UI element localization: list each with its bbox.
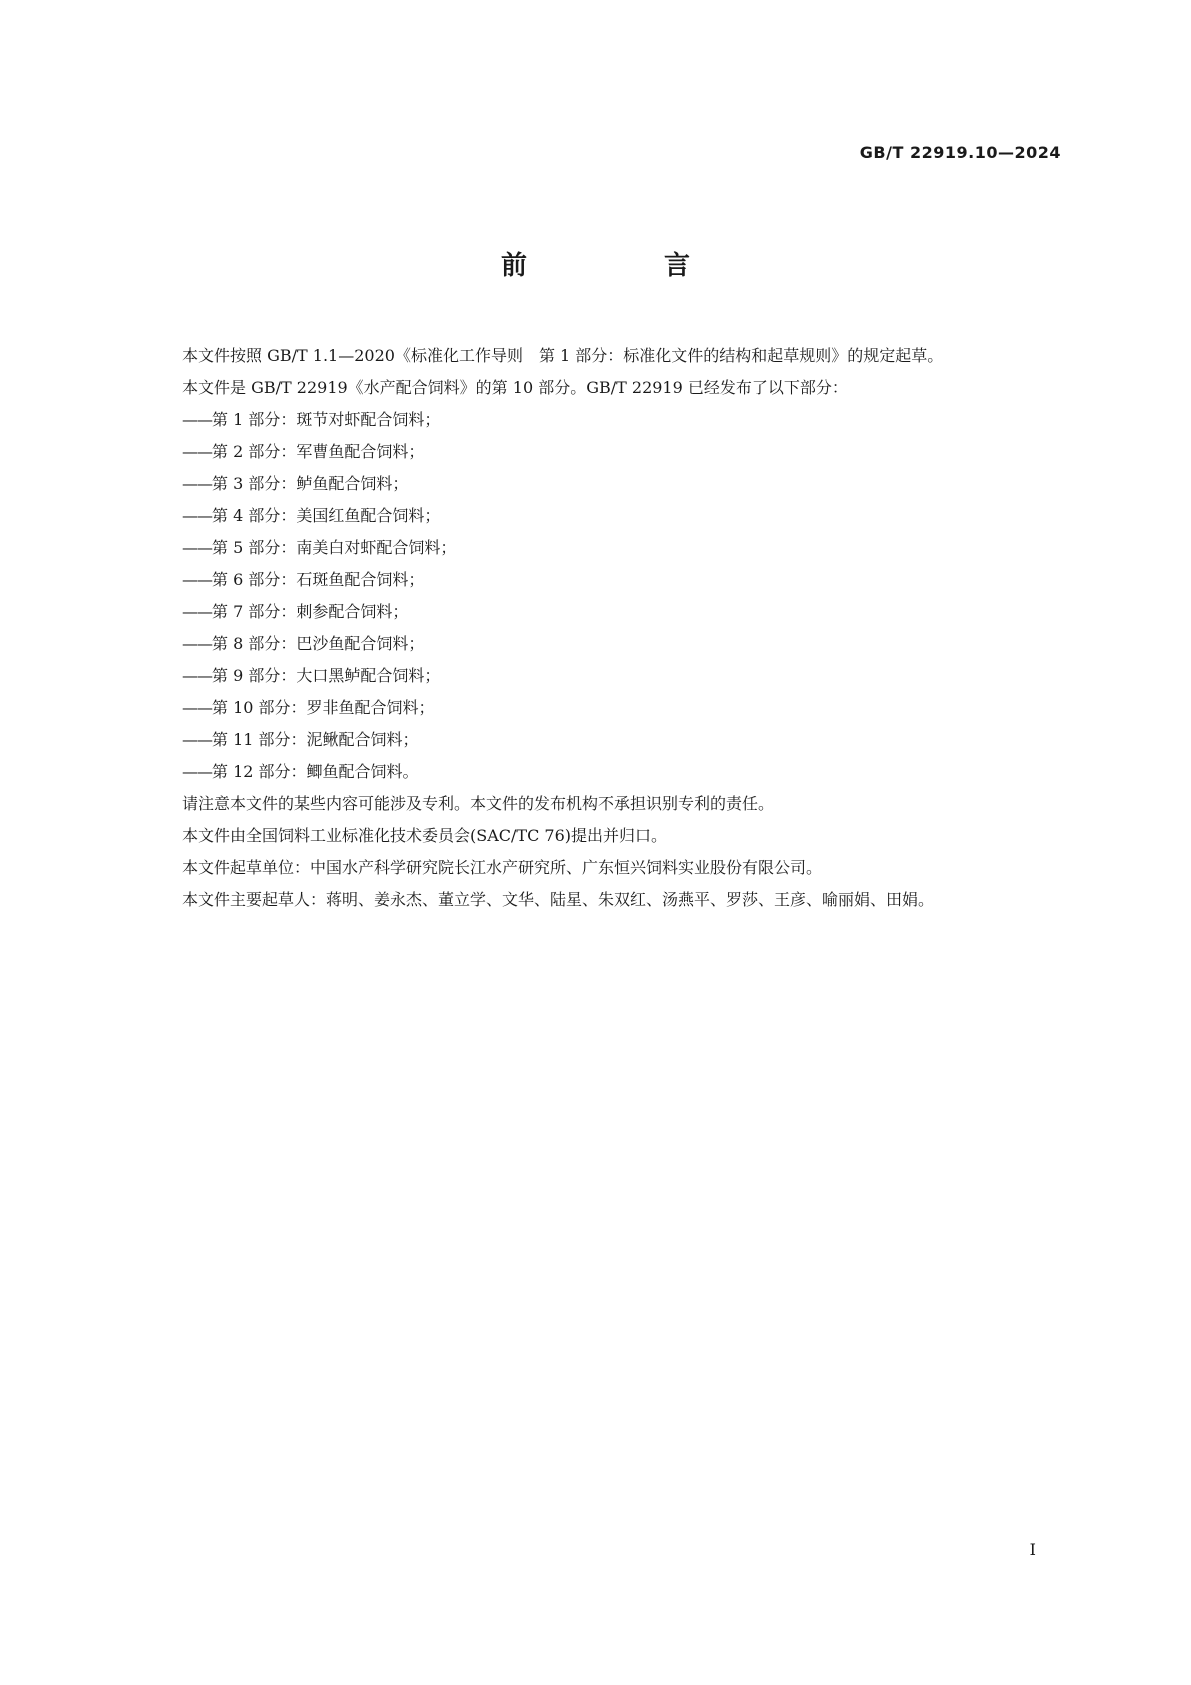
paragraph-drafters: 本文件主要起草人：蒋明、姜永杰、董立学、文华、陆星、朱双红、汤燕平、罗莎、王彦、喻丽娟、田娟。: [182, 890, 935, 909]
list-dash: ——: [182, 538, 212, 557]
list-dash: ——: [182, 602, 212, 621]
list-dash: ——: [182, 474, 212, 493]
list-item: [142, 660, 1062, 692]
list-dash: ——: [182, 666, 212, 685]
list-item-text: 第 11 部分：泥鳅配合饲料；: [212, 730, 419, 749]
list-dash: ——: [182, 410, 212, 429]
list-item: [142, 596, 1062, 628]
list-item-text: 第 5 部分：南美白对虾配合饲料；: [212, 538, 457, 557]
list-dash: ——: [182, 634, 212, 653]
list-item-text: 第 7 部分：刺参配合饲料；: [212, 602, 409, 621]
list-item-text: 第 8 部分：巴沙鱼配合饲料；: [212, 634, 425, 653]
list-item: [142, 404, 1062, 436]
list-item: [142, 468, 1062, 500]
paragraph-series-intro: 本文件是 GB/T 22919《水产配合饲料》的第 10 部分。GB/T 22919 已经发布了以下部分：: [182, 378, 848, 397]
parts-list: [142, 404, 1062, 788]
list-item-text: 第 10 部分：罗非鱼配合饲料；: [212, 698, 435, 717]
page-title: 前 言: [500, 251, 755, 281]
list-dash: ——: [182, 506, 212, 525]
list-dash: ——: [182, 442, 212, 461]
paragraph-drafting-rules: 本文件按照 GB/T 1.1—2020《标准化工作导则 第 1 部分：标准化文件的结构和起草规则》的规定起草。: [182, 346, 944, 365]
list-item: [142, 532, 1062, 564]
paragraph-patent-notice: 请注意本文件的某些内容可能涉及专利。本文件的发布机构不承担识别专利的责任。: [182, 794, 775, 813]
list-item: [142, 500, 1062, 532]
list-dash: ——: [182, 570, 212, 589]
document-body: [142, 340, 1062, 916]
list-item-text: 第 6 部分：石斑鱼配合饲料；: [212, 570, 425, 589]
list-item: [142, 436, 1062, 468]
list-item-text: 第 12 部分：鲫鱼配合饲料。: [212, 762, 419, 781]
list-item: [142, 756, 1062, 788]
list-dash: ——: [182, 698, 212, 717]
page-number: I: [1029, 1540, 1036, 1559]
list-item-text: 第 1 部分：斑节对虾配合饲料；: [212, 410, 441, 429]
paragraph-drafting-units: 本文件起草单位：中国水产科学研究院长江水产研究所、广东恒兴饲料实业股份有限公司。: [182, 858, 823, 877]
list-item-text: 第 9 部分：大口黑鲈配合饲料；: [212, 666, 441, 685]
standard-code: GB/T 22919.10—2024: [859, 143, 1061, 162]
list-item: [142, 628, 1062, 660]
list-item: [142, 564, 1062, 596]
list-item: [142, 692, 1062, 724]
list-dash: ——: [182, 730, 212, 749]
list-item-text: 第 3 部分：鲈鱼配合饲料；: [212, 474, 409, 493]
list-item-text: 第 2 部分：军曹鱼配合饲料；: [212, 442, 425, 461]
list-item: [142, 724, 1062, 756]
paragraph-proposer: 本文件由全国饲料工业标准化技术委员会(SAC/TC 76)提出并归口。: [182, 826, 667, 845]
list-dash: ——: [182, 762, 212, 781]
list-item-text: 第 4 部分：美国红鱼配合饲料；: [212, 506, 441, 525]
